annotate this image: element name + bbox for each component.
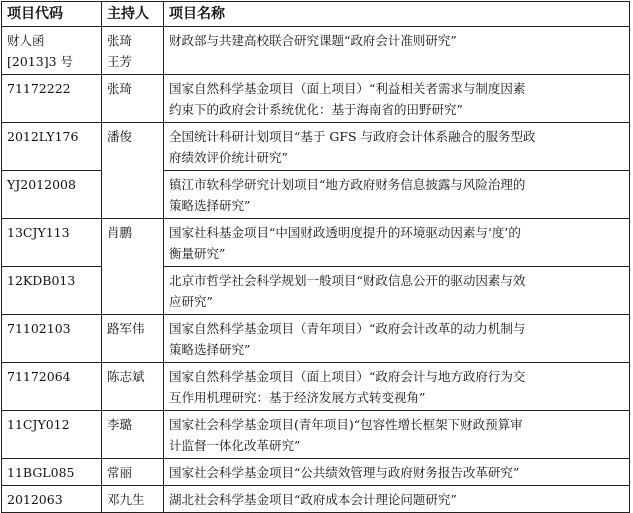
host-name: 常丽 <box>107 465 133 480</box>
project-name <box>164 123 630 171</box>
project-name-line: 国家自然科学基金项目（面上项目）“政府会计与地方政府行为交 <box>169 369 526 384</box>
project-name-line: 湖北社会科学基金项目“政府成本会计理论问题研究” <box>169 492 457 507</box>
host-name: 邓九生 <box>107 492 145 507</box>
table-row <box>2 267 630 315</box>
project-code-line: 71172222 <box>7 81 71 96</box>
project-name-line: 策略选择研究” <box>169 342 251 357</box>
project-host <box>102 486 164 513</box>
project-code-line: 11CJY012 <box>7 417 70 432</box>
project-code <box>2 171 102 219</box>
header-host: 主持人 <box>102 2 164 27</box>
project-name <box>164 363 630 411</box>
project-name-line: 互作用机理研究：基于经济发展方式转变视角” <box>169 390 426 405</box>
project-code <box>2 123 102 171</box>
table-row <box>2 123 630 171</box>
project-host <box>102 459 164 486</box>
projects-table <box>1 1 630 513</box>
project-code-line: 71172064 <box>7 369 71 384</box>
project-name-line: 应研究” <box>169 294 213 309</box>
project-code-line: 财人函 <box>7 33 45 48</box>
project-code-line: 13CJY113 <box>7 225 70 240</box>
project-code <box>2 486 102 513</box>
host-name: 张琦 <box>107 81 133 96</box>
project-name-line: 计监督一体化改革研究” <box>169 438 301 453</box>
project-code <box>2 75 102 123</box>
project-host <box>102 315 164 363</box>
table-row <box>2 315 630 363</box>
table-row <box>2 363 630 411</box>
table-row <box>2 27 630 75</box>
project-host <box>102 219 164 315</box>
project-name <box>164 315 630 363</box>
project-host <box>102 123 164 219</box>
header-row <box>2 2 630 27</box>
project-host <box>102 363 164 411</box>
project-code-line: YJ2012008 <box>7 177 76 192</box>
table-row <box>2 411 630 459</box>
project-name <box>164 75 630 123</box>
project-name <box>164 219 630 267</box>
project-name-line: 财政部与共建高校联合研究课题“政府会计准则研究” <box>169 33 457 48</box>
project-name-line: 国家自然科学基金项目（青年项目）“政府会计改革的动力机制与 <box>169 321 526 336</box>
host-name: 王芳 <box>107 54 133 69</box>
project-name <box>164 486 630 513</box>
host-name: 路军伟 <box>107 321 145 336</box>
project-code-line: 71102103 <box>7 321 71 336</box>
host-name: 潘俊 <box>107 129 133 144</box>
project-code-line: 2012LY176 <box>7 129 79 144</box>
project-code-line: [2013]3 号 <box>7 54 73 69</box>
project-name <box>164 27 630 75</box>
project-code <box>2 219 102 267</box>
project-name-line: 国家社会科学基金项目(青年项目)“包容性增长框架下财政预算审 <box>169 417 523 432</box>
project-code <box>2 315 102 363</box>
project-code-line: 2012063 <box>7 492 63 507</box>
project-code <box>2 267 102 315</box>
host-name: 肖鹏 <box>107 225 133 240</box>
project-host <box>102 75 164 123</box>
project-name-line: 府绩效评价统计研究” <box>169 150 288 165</box>
project-name-line: 全国统计科研计划项目“基于 GFS 与政府会计体系融合的服务型政 <box>169 129 536 144</box>
project-code-line: 12KDB013 <box>7 273 76 288</box>
project-name <box>164 171 630 219</box>
header-project-name: 项目名称 <box>164 2 630 27</box>
project-name-line: 北京市哲学社会科学规划一般项目“财政信息公开的驱动因素与效 <box>169 273 526 288</box>
project-code <box>2 363 102 411</box>
project-name-line: 镇江市软科学研究计划项目“地方政府财务信息披露与风险治理的 <box>169 177 526 192</box>
host-name: 李璐 <box>107 417 133 432</box>
project-name-line: 策略选择研究” <box>169 198 251 213</box>
table-row <box>2 459 630 486</box>
table-row <box>2 219 630 267</box>
project-name-line: 国家社科基金项目“中国财政透明度提升的环境驱动因素与‘度’的 <box>169 225 521 240</box>
table-row <box>2 486 630 513</box>
table-row <box>2 75 630 123</box>
project-code <box>2 459 102 486</box>
host-name: 张琦 <box>107 33 133 48</box>
project-name <box>164 267 630 315</box>
project-code-line: 11BGL085 <box>7 465 75 480</box>
project-host <box>102 411 164 459</box>
project-host <box>102 27 164 75</box>
host-name: 陈志斌 <box>107 369 145 384</box>
project-code <box>2 27 102 75</box>
project-name-line: 国家社会科学基金项目“公共绩效管理与政府财务报告改革研究” <box>169 465 520 480</box>
project-code <box>2 411 102 459</box>
project-name <box>164 411 630 459</box>
table-row <box>2 171 630 219</box>
project-name <box>164 459 630 486</box>
project-name-line: 约束下的政府会计系统优化：基于海南省的田野研究” <box>169 102 463 117</box>
project-name-line: 衡量研究” <box>169 246 226 261</box>
project-name-line: 国家自然科学基金项目（面上项目）“利益相关者需求与制度因素 <box>169 81 526 96</box>
header-project-code: 项目代码 <box>2 2 102 27</box>
